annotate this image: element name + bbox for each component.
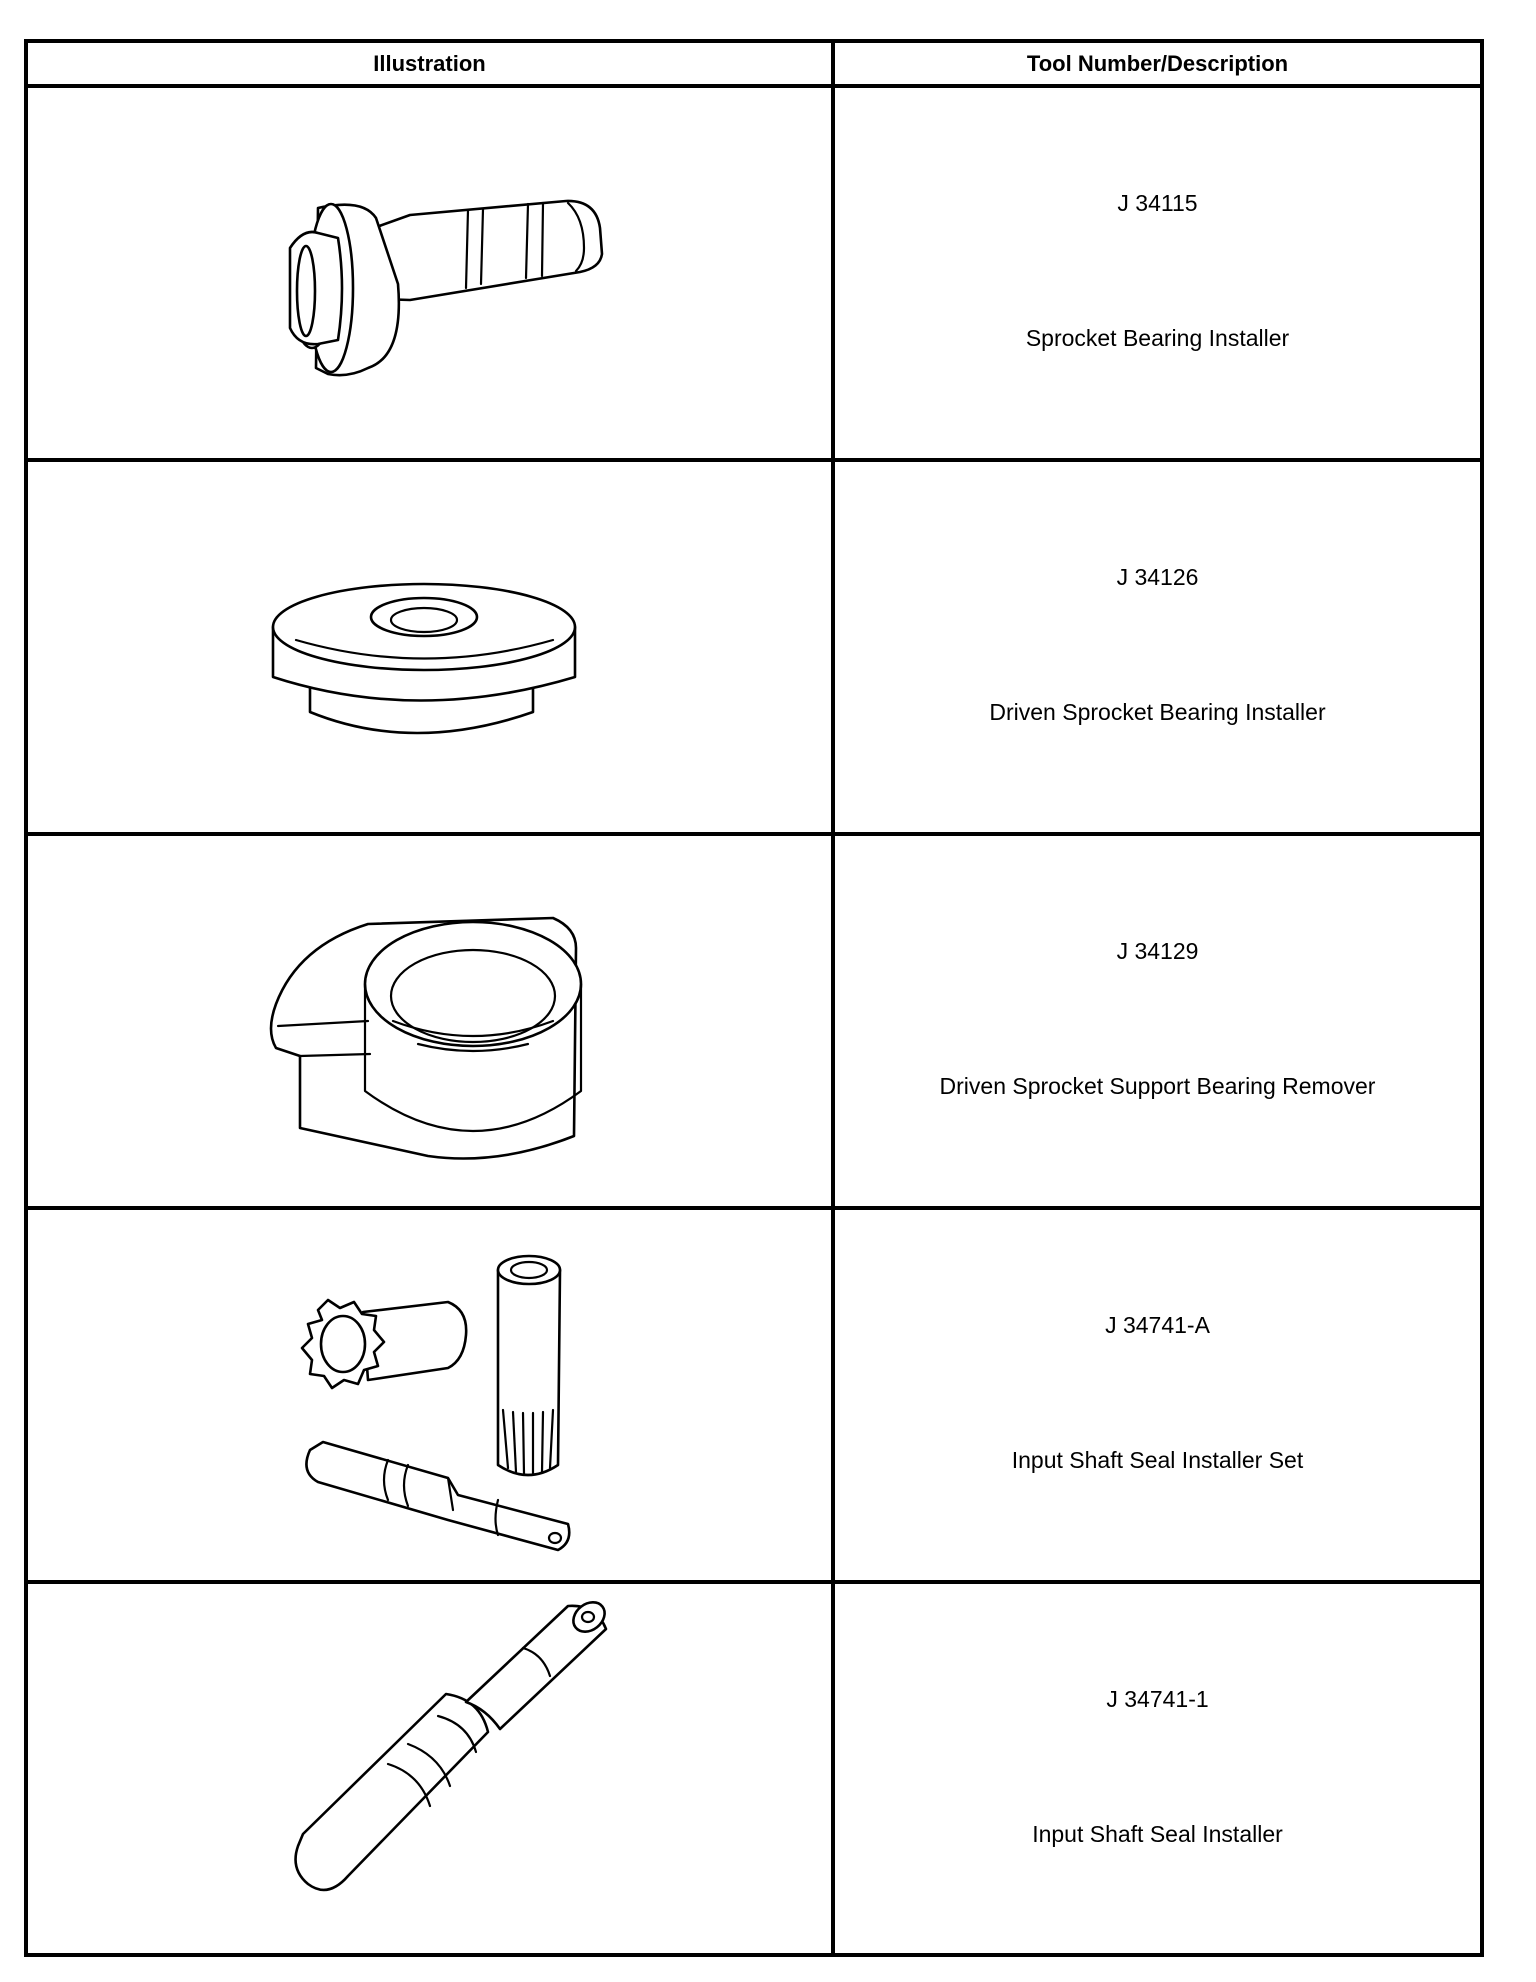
tool-number: J 34129 [1116, 938, 1199, 964]
tool-description: Input Shaft Seal Installer Set [1011, 1447, 1304, 1473]
tool-table [24, 39, 1484, 1957]
tool-description: Input Shaft Seal Installer [1032, 1821, 1283, 1847]
description-cell [835, 88, 1480, 458]
illustration-cell [28, 1210, 831, 1580]
table-row [28, 1584, 1480, 1954]
tool-number: J 34115 [1117, 190, 1198, 216]
table-row [28, 88, 1480, 462]
description-cell [835, 836, 1480, 1206]
header-tool-number-description: Tool Number/Description [1026, 50, 1289, 76]
illustration-cell [28, 462, 831, 832]
tool-description: Driven Sprocket Support Bearing Remover [939, 1073, 1376, 1099]
tool-number: J 34741-1 [1106, 1686, 1209, 1712]
illustration-cell [28, 88, 831, 458]
seal-installer-icon [28, 1584, 831, 1954]
sprocket-bearing-installer-icon [28, 88, 831, 458]
description-cell [835, 1210, 1480, 1580]
tool-description: Sprocket Bearing Installer [1025, 325, 1290, 351]
table-row [28, 462, 1480, 836]
description-cell [835, 462, 1480, 832]
tool-number: J 34126 [1116, 564, 1199, 590]
illustration-cell [28, 1584, 831, 1954]
tool-description: Driven Sprocket Bearing Installer [989, 699, 1326, 725]
tool-number: J 34741-A [1105, 1312, 1210, 1338]
driven-sprocket-bearing-installer-icon [28, 462, 831, 832]
seal-installer-set-icon [28, 1210, 831, 1580]
description-cell [835, 1584, 1480, 1954]
support-bearing-remover-icon [28, 836, 831, 1206]
header-illustration: Illustration [373, 50, 486, 76]
table-header-row [28, 43, 1480, 88]
table-row [28, 1210, 1480, 1584]
table-row [28, 836, 1480, 1210]
illustration-cell [28, 836, 831, 1206]
